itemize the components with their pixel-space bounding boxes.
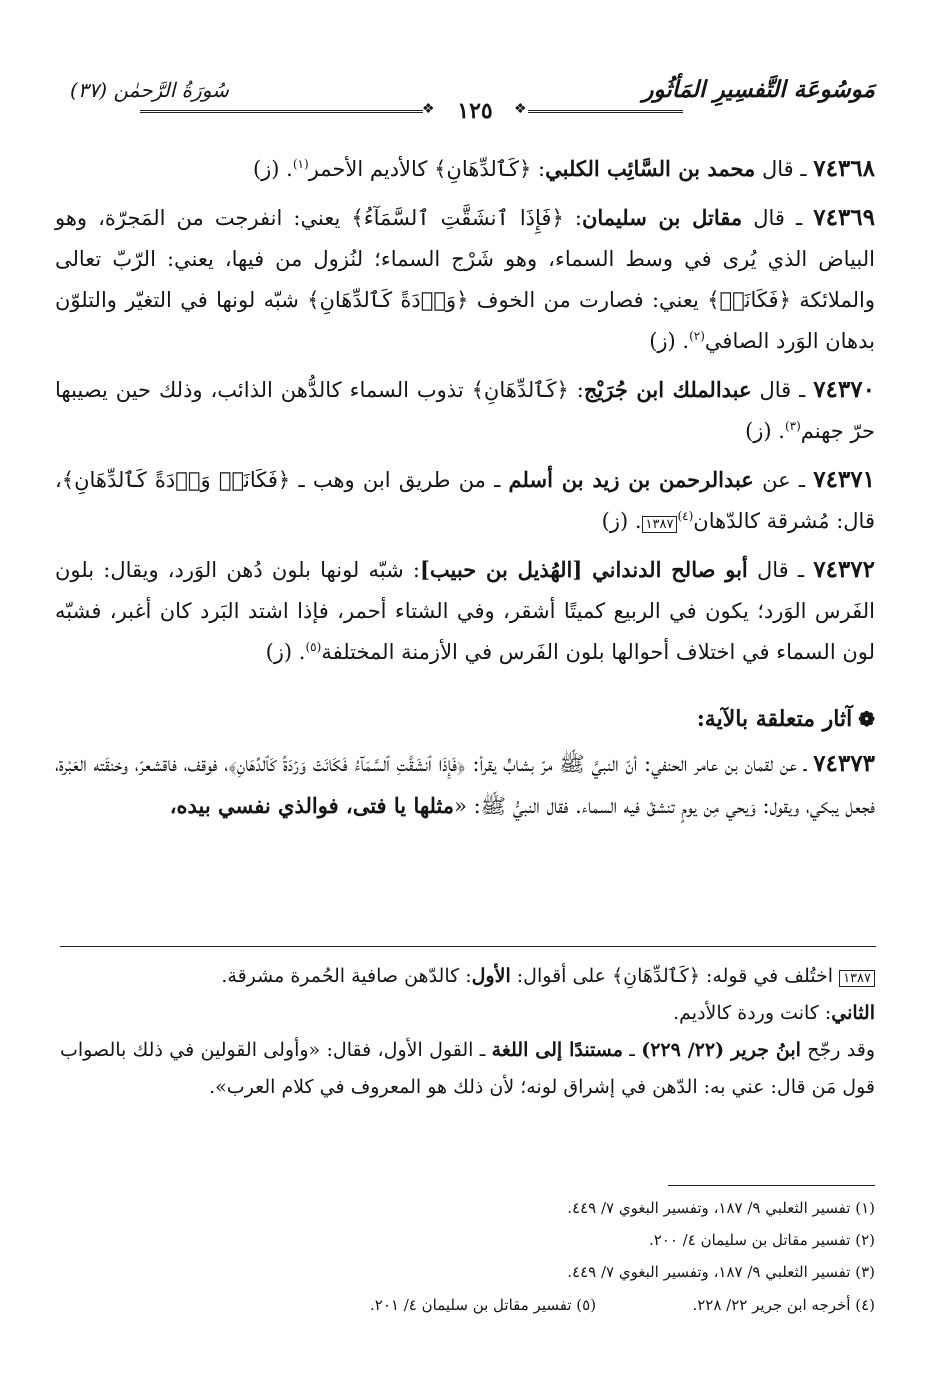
narrator-name: عبدالرحمن بن زيد بن أسلم [508, 467, 754, 492]
main-text [55, 148, 875, 834]
quran-quote: ﴿فَإِذَا ٱنشَقَّتِ ٱلسَّمَآءُ﴾ [351, 206, 564, 230]
ornament-icon: ❖ [422, 101, 435, 117]
narrator-name: محمد بن السَّائِب الكلبي [545, 156, 756, 181]
header-rule [140, 110, 423, 113]
entry-number: ٧٤٣٦٩ [813, 204, 875, 231]
entry-number: ٧٤٣٦٨ [813, 155, 875, 182]
footnote-4: (٤) أخرجه ابن جرير ٢٢/ ٢٢٨. [692, 1296, 875, 1314]
quran-quote: ﴿كَٱلدِّهَانِ﴾ [612, 965, 700, 987]
ornament-icon: ❖ [514, 101, 527, 117]
entry-number: ٧٤٣٧٢ [813, 556, 875, 583]
note-reference-box[interactable]: ١٣٨٧ [642, 516, 678, 533]
entry-74371: ٧٤٣٧١ ـ عن عبدالرحمن بن زيد بن أسلم ـ من طريق ابن وهب ـ ﴿فَكَانَتۡ وَرۡدَةً كَٱلدِّهَانِ﴾، قال: مُشرقة كالدّهان$^{(٤)}$١٣٨٧. (ز) [55, 466, 875, 533]
book-title: مَوسُوعَة التَّفسِيرِ المَأثُور [642, 76, 875, 103]
surah-title: سُورَةُ الرَّحمٰن (٣٧) [70, 78, 229, 102]
entry-number: ٧٤٣٧٣ [813, 750, 875, 777]
footnote-ref[interactable]: (١) [292, 157, 309, 171]
quran-quote: ﴿فَكَانَتۡ وَرۡدَةً كَٱلدِّهَانِ﴾ [61, 468, 291, 492]
quran-quote: ﴿وَرۡدَةً كَٱلدِّهَانِ﴾ [307, 288, 469, 312]
footnote-5: (٥) تفسير مقاتل بن سليمان ٤/ ٢٠١. [370, 1296, 597, 1314]
note-paragraph: ١٣٨٧ اختُلف في قوله: ﴿كَٱلدِّهَانِ﴾ على أقوال: الأول: كالدّهن صافية الحُمرة مشرقة. [60, 958, 875, 995]
entry-74372: ٧٤٣٧٢ ـ قال أبو صالح الدنداني [الهُذيل بن حبيب]: شبّه لونها بلون دُهن الوَرد، ويقال: بلون الفَرس الوَرد؛ يكون في الربيع كميتًا أشقر، وفي الشتاء أحمر، فإذا اشتد البَرد كان أغبر، فشبّه لون السماء في اختلاف أحوالها بلون الفَرس في الأزمنة المختلفة$^{(٥)}$. (ز) [55, 556, 875, 664]
quran-quote: ﴿فَإِذَا ٱنشَقَّتِ ٱلسَّمَآءُ فَكَانَتۡ وَرۡدَةً كَٱلدِّهَانِ﴾ [228, 752, 466, 776]
entry-74369: ٧٤٣٦٩ ـ قال مقاتل بن سليمان: ﴿فَإِذَا ٱنشَقَّتِ ٱلسَّمَآءُ﴾ يعني: انفرجت من المَجرّة، وهو البياض الذي يُرى في وسط السماء، وهو شَرْج السماء؛ لنُزول من فيها، يعني: الرّبّ تعالى والملائكة ﴿فَكَانَتۡ﴾ يعني: فصارت من الخوف ﴿وَرۡدَةً كَٱلدِّهَانِ﴾ شبّه لونها في التغيّر والتلوّن بدهان الوَرد الصافي$^{(٢)}$. (ز) [55, 204, 875, 353]
running-header [70, 72, 875, 128]
narrator-name: عبدالملك ابن جُرَيْج [583, 377, 752, 402]
footnote-ref[interactable]: (٥) [305, 640, 322, 654]
narrator-name: أبو صالح الدنداني [الهُذيل بن حبيب] [419, 557, 748, 582]
header-rule [528, 110, 683, 113]
section-heading: ❁آثار متعلقة بالآية: [696, 706, 875, 732]
entry-74368: ٧٤٣٦٨ ـ قال محمد بن السَّائِب الكلبي: ﴿كَٱلدِّهَانِ﴾ كالأديم الأحمر$^{(١)}$. (ز) [252, 155, 875, 182]
entry-74370: ٧٤٣٧٠ ـ قال عبدالملك ابن جُرَيْج: ﴿كَٱلدِّهَانِ﴾ تذوب السماء كالدُّهن الذائب، وذلك حين يصيبها حرّ جهنم$^{(٣)}$. (ز) [55, 376, 875, 443]
quran-quote: ﴿كَٱلدِّهَانِ﴾ [471, 378, 569, 402]
footnote-ref[interactable]: (٤) [677, 509, 694, 523]
footnote-ref[interactable]: (٣) [784, 419, 801, 433]
entry-74373: ٧٤٣٧٣ ـ عن لقمان بن عامر الحنفي: أنّ النبيَّ ﷺ مرّ بشابٍّ يقرأ: ﴿فَإِذَا ٱنشَقَّتِ ٱلسَّمَآءُ فَكَانَتۡ وَرۡدَةً كَٱلدِّهَانِ﴾، فوقف، فاقشعرّ، وخنقَته العَبْرة، فجعل يبكي، ويقول: وَيحي مِن يومٍ تنشقّ فيه السماء. فقال النبيُّ ﷺ: «مثلها يا فتى، فوالذي نفسي بيده، [55, 750, 875, 818]
footnote-2: (٢) تفسير مقاتل بن سليمان ٤/ ٢٠٠. [648, 1231, 875, 1249]
footnote-row [60, 1293, 875, 1317]
notes-separator [60, 946, 876, 947]
hadith-quote: مثلها يا فتى، فوالذي نفسي بيده، [169, 793, 455, 818]
entry-number: ٧٤٣٧١ [813, 466, 875, 493]
entry-number: ٧٤٣٧٠ [813, 376, 875, 403]
quran-quote: ﴿كَٱلدِّهَانِ﴾ [434, 157, 532, 181]
quran-quote: ﴿فَكَانَتۡ﴾ [707, 288, 791, 312]
note-paragraph: وقد رجّح ابنُ جرير (٢٢/ ٢٢٩) ـ مستندًا إلى اللغة ـ القول الأول، فقال: «وأولى القولين في ذلك بالصواب قول مَن قال: عني به: الدّهن في إشراق لونه؛ لأن ذلك هو المعروف في كلام العرب». [60, 1039, 876, 1098]
editor-note [60, 958, 875, 1106]
narrator-name: مقاتل بن سليمان [581, 205, 743, 230]
footnote-ref[interactable]: (٢) [689, 329, 705, 343]
note-reference-box[interactable]: ١٣٨٧ [839, 970, 875, 987]
note-paragraph: الثاني: كانت وردة كالأديم. [673, 1002, 875, 1024]
footnote-3: (٣) تفسير الثعلبي ٩/ ١٨٧، وتفسير البغوي ٧/ ٤٤٩. [567, 1263, 875, 1281]
footnotes-separator [668, 1185, 875, 1186]
flower-icon: ❁ [858, 707, 875, 731]
page-number: ١٢٥ [457, 98, 493, 124]
footnote-1: (١) تفسير الثعلبي ٩/ ١٨٧، وتفسير البغوي ٧/ ٤٤٩. [567, 1199, 875, 1217]
